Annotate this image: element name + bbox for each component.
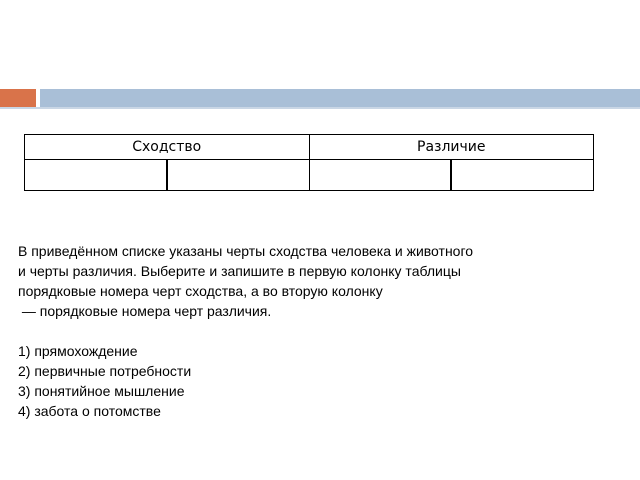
table-header-row [25, 135, 594, 160]
header-divider [0, 107, 640, 109]
trait-list [18, 341, 578, 421]
list-item: 3) понятийное мышление [18, 383, 185, 399]
task-text [18, 241, 578, 421]
header-accent-blue [40, 89, 640, 107]
table-answer-row [25, 160, 594, 191]
spacer [18, 321, 578, 341]
header-accent-orange [0, 89, 36, 107]
list-item: 1) прямохождение [18, 343, 138, 359]
header-difference: Различие [309, 135, 594, 160]
instruction-line: и черты различия. Выберите и запишите в первую колонку таблицы [18, 263, 461, 279]
list-item: 4) забота о потомстве [18, 403, 161, 419]
header-similarity: Сходство [25, 135, 310, 160]
answer-cell-difference-1[interactable] [309, 160, 451, 191]
instruction-line: — порядковые номера черт различия. [18, 303, 272, 319]
instruction-line: В приведённом списке указаны черты сходства человека и животного [18, 243, 474, 259]
answer-cell-similarity-2[interactable] [167, 160, 309, 191]
list-item: 2) первичные потребности [18, 363, 192, 379]
instruction-line: порядковые номера черт сходства, а во вторую колонку [18, 283, 383, 299]
answer-cell-similarity-1[interactable] [25, 160, 167, 191]
answer-cell-difference-2[interactable] [451, 160, 593, 191]
answer-table [24, 134, 594, 191]
